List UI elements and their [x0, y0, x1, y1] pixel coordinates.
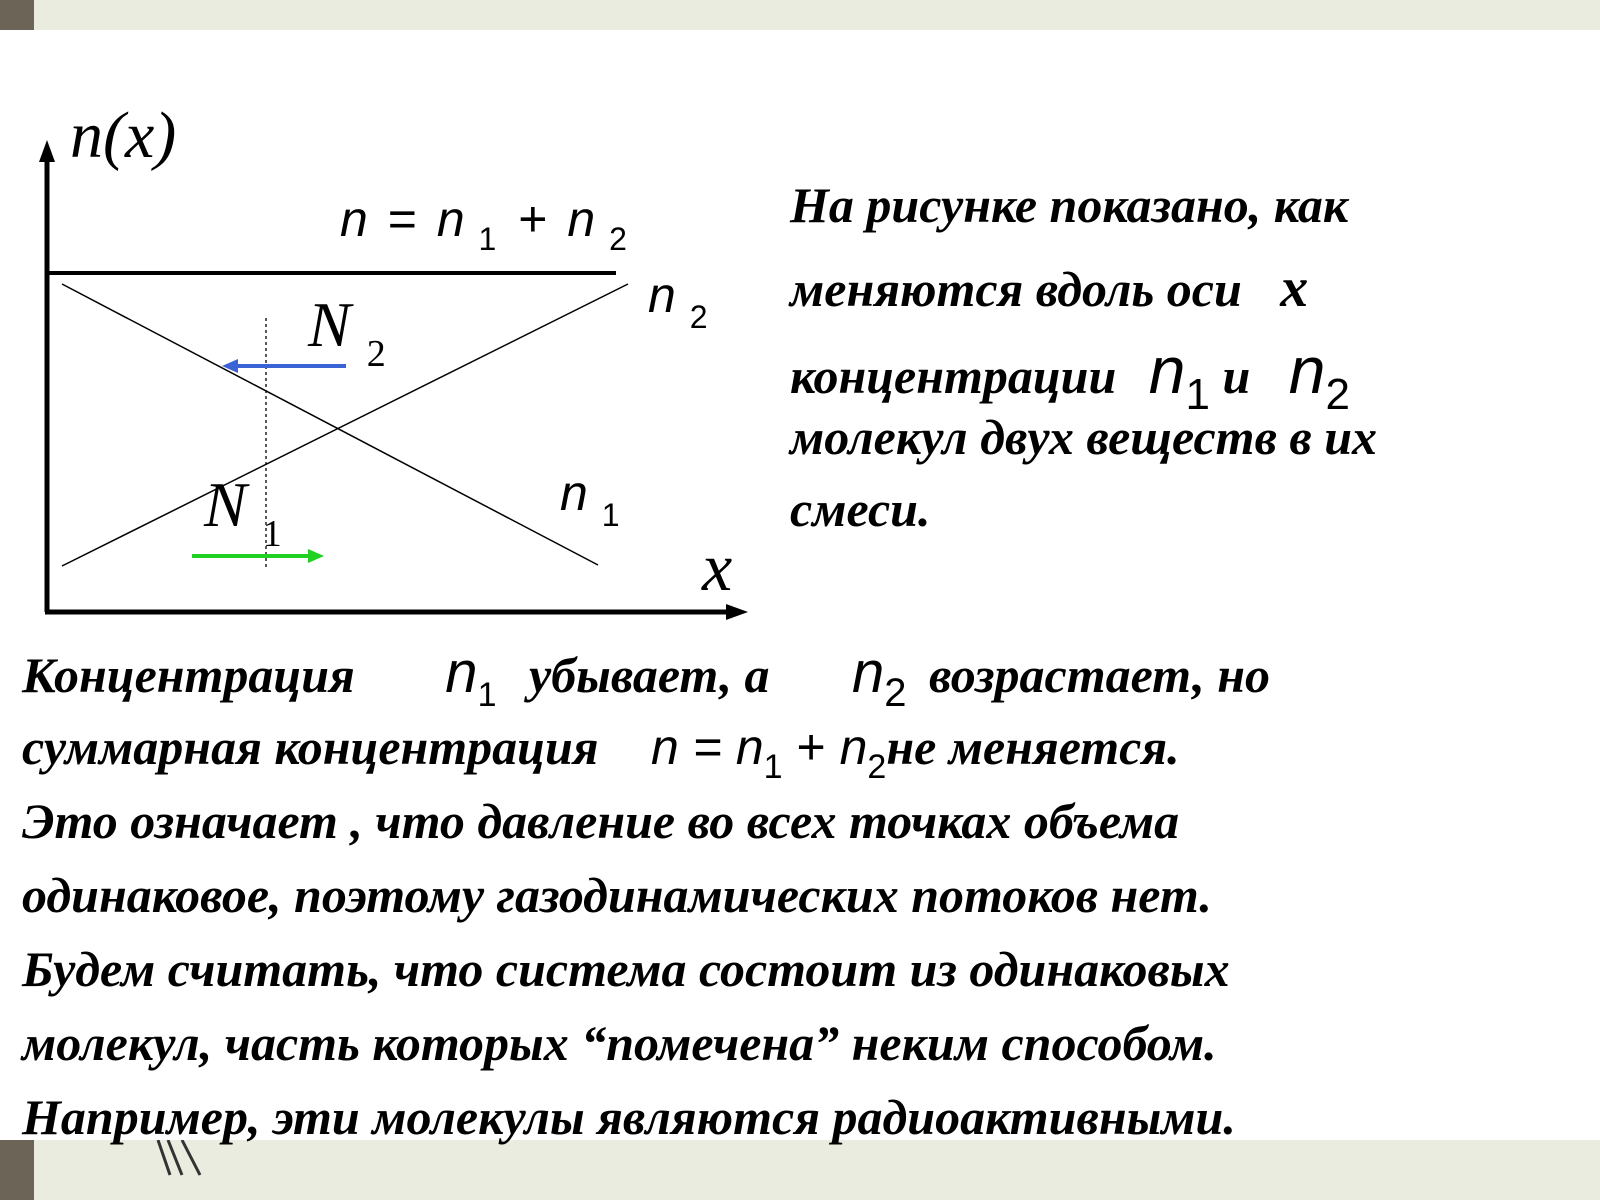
paragraph-line-4: одинаковое, поэтому газодинамических потоков нет. [22, 867, 1212, 923]
x-axis-label: x [702, 529, 733, 605]
N2-flux-arrowhead [222, 359, 238, 373]
y-axis-arrowhead [39, 140, 55, 162]
paragraph-line-1-c: возрастает, но [929, 647, 1271, 703]
N1-flux-arrowhead [308, 549, 324, 563]
side-text-line-3 [790, 332, 1350, 420]
svg-text:n = n 1: n = n $_1$ + n $_2$ [340, 191, 627, 257]
N1-flux-label [203, 469, 282, 555]
y-axis-label: n(x) [70, 99, 177, 172]
side-text-line-2-text: меняются вдоль оси [790, 261, 1242, 317]
paragraph-line-2-b: не меняется. [886, 719, 1180, 775]
x-axis-arrowhead [726, 604, 748, 620]
concentration-diagram [0, 0, 760, 630]
svg-text:N 2: N $_2$ [308, 289, 386, 375]
paragraph-n2: $n_2$ [852, 640, 907, 715]
paragraph-n1: $n_1$ [445, 640, 497, 714]
paragraph-line-2-a: суммарная концентрация [22, 719, 599, 775]
N2-flux-label [307, 289, 386, 375]
side-text-line-1: На рисунке показано, как [790, 177, 1349, 233]
svg-text:n 1: n $_1$ [560, 465, 620, 533]
paragraph-line-3: Это означает , что давление во всех точках объема [22, 793, 1180, 849]
svg-text:N 1: N $_1$ [204, 469, 282, 555]
side-text-line-5: смеси. [790, 481, 931, 537]
side-text-line-2 [790, 256, 1308, 320]
side-text-n2: $n_2$ [1288, 333, 1350, 419]
paragraph-line-5: Будем считать, что система состоит из одинаковых [22, 941, 1230, 997]
paragraph-line-1-a: Концентрация [22, 647, 355, 703]
side-text-line-4: молекул двух веществ в их [790, 409, 1378, 465]
n1-line-label [560, 465, 620, 533]
side-text-x-variable: x [1280, 257, 1309, 319]
side-text-and: и [1222, 348, 1251, 404]
svg-text:n 2: n $_2$ [648, 267, 708, 335]
paragraph-sum-formula: $n = n_1 + n_2$ [651, 719, 887, 786]
n2-line-label [648, 267, 708, 335]
sum-formula-label [340, 191, 627, 261]
side-text-line-3-text: концентрации [790, 348, 1117, 404]
paragraph-line-1-b: убывает, а [528, 647, 770, 703]
paragraph-line-6: молекул, часть которых “помечена” неким способом. [22, 1015, 1217, 1071]
side-text-n1: $n_1$ [1148, 333, 1210, 419]
paragraph-line-7: Например, эти молекулы являются радиоактивными. [22, 1089, 1236, 1145]
